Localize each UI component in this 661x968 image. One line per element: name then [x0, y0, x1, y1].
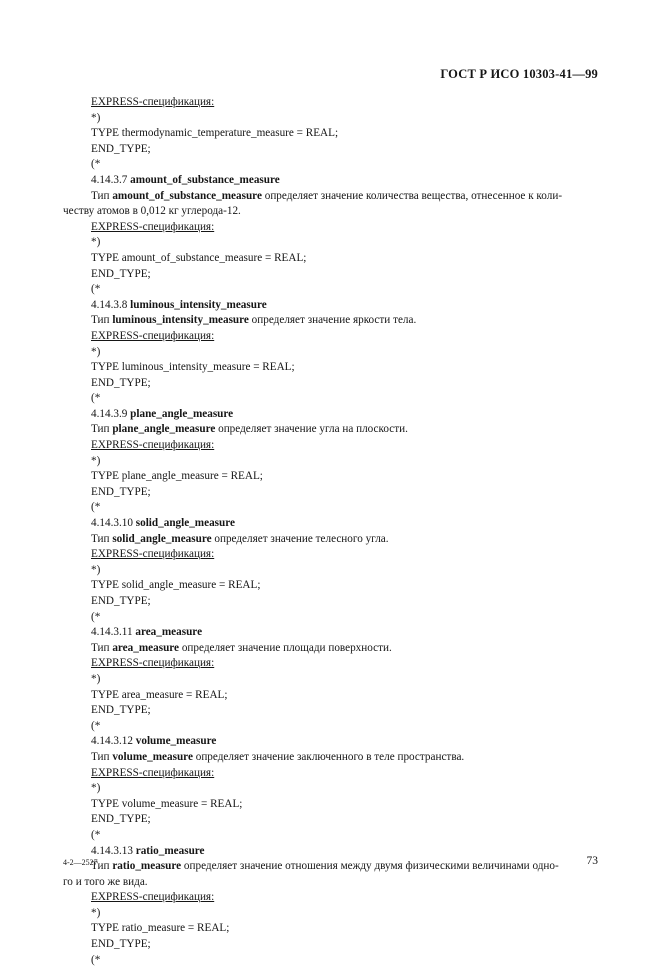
section-description: Тип solid_angle_measure определяет значение телесного угла.	[91, 532, 389, 545]
express-spec-label: EXPRESS-спецификация:	[91, 329, 215, 342]
comment-open: (*	[91, 828, 101, 841]
type-declaration: TYPE area_measure = REAL;	[91, 688, 228, 701]
section-heading: 4.14.3.10 solid_angle_measure	[91, 517, 235, 530]
comment-open: (*	[91, 610, 101, 623]
comment-close: *)	[91, 563, 101, 576]
end-type: END_TYPE;	[91, 704, 151, 717]
section-heading: 4.14.3.11 area_measure	[91, 626, 203, 639]
end-type: END_TYPE;	[91, 376, 151, 389]
page-body	[63, 95, 598, 968]
comment-open: (*	[91, 392, 101, 405]
type-declaration: TYPE amount_of_substance_measure = REAL;	[91, 251, 307, 264]
page-header-title: ГОСТ Р ИСО 10303-41—99	[440, 67, 598, 81]
section-heading: 4.14.3.13 ratio_measure	[91, 844, 205, 857]
comment-open: (*	[91, 283, 101, 296]
type-declaration: TYPE plane_angle_measure = REAL;	[91, 470, 263, 483]
comment-close: *)	[91, 782, 101, 795]
section-description-continued: го и того же вида.	[63, 875, 148, 888]
section-description-continued: честву атомов в 0,012 кг углерода-12.	[63, 205, 241, 218]
section-description: Тип plane_angle_measure определяет значение угла на плоскости.	[91, 423, 408, 436]
section-heading: 4.14.3.7 amount_of_substance_measure	[91, 173, 280, 186]
section-description: Тип amount_of_substance_measure определяет значение количества вещества, отнесенное к коли-	[91, 189, 563, 202]
section-description: Тип luminous_intensity_measure определяет значение яркости тела.	[91, 314, 417, 327]
express-spec-label: EXPRESS-спецификация:	[91, 766, 215, 779]
end-type: END_TYPE;	[91, 267, 151, 280]
comment-close: *)	[91, 906, 101, 919]
type-declaration: TYPE luminous_intensity_measure = REAL;	[91, 361, 295, 374]
section-heading: 4.14.3.9 plane_angle_measure	[91, 407, 234, 420]
section-description: Тип area_measure определяет значение площади поверхности.	[91, 641, 392, 654]
end-type: END_TYPE;	[91, 595, 151, 607]
comment-close: *)	[91, 236, 101, 249]
section-description: Тип ratio_measure определяет значение отношения между двумя физическими величинами одно-	[91, 860, 559, 873]
express-spec-label: EXPRESS-спецификация:	[91, 891, 215, 904]
end-type: END_TYPE;	[91, 813, 151, 826]
type-declaration: TYPE volume_measure = REAL;	[91, 797, 243, 810]
end-type: END_TYPE;	[91, 485, 151, 498]
section-heading: 4.14.3.12 volume_measure	[91, 735, 217, 748]
express-spec-label: EXPRESS-спецификация:	[91, 657, 215, 670]
express-spec-label: EXPRESS-спецификация:	[91, 220, 215, 233]
section-description: Тип volume_measure определяет значение заключенного в теле пространства.	[91, 750, 465, 763]
comment-open: (*	[91, 953, 101, 966]
comment-open: (*	[91, 501, 101, 514]
comment-close: *)	[91, 454, 101, 467]
comment-open: (*	[91, 719, 101, 732]
express-spec-label: EXPRESS-спецификация:	[91, 96, 215, 108]
comment-close: *)	[91, 672, 101, 685]
end-type: END_TYPE;	[91, 142, 151, 155]
section-heading: 4.14.3.8 luminous_intensity_measure	[91, 298, 267, 311]
type-declaration: TYPE thermodynamic_temperature_measure = REAL;	[91, 127, 339, 140]
express-spec-label: EXPRESS-спецификация:	[91, 548, 215, 561]
comment-close: *)	[91, 111, 101, 124]
type-declaration: TYPE solid_angle_measure = REAL;	[91, 579, 261, 592]
page-number: 73	[586, 855, 598, 867]
end-type: END_TYPE;	[91, 938, 151, 951]
print-code: 4-2—2527	[63, 858, 98, 867]
comment-open: (*	[91, 158, 101, 171]
type-declaration: TYPE ratio_measure = REAL;	[91, 922, 230, 935]
express-spec-label: EXPRESS-спецификация:	[91, 439, 215, 452]
comment-close: *)	[91, 345, 101, 358]
